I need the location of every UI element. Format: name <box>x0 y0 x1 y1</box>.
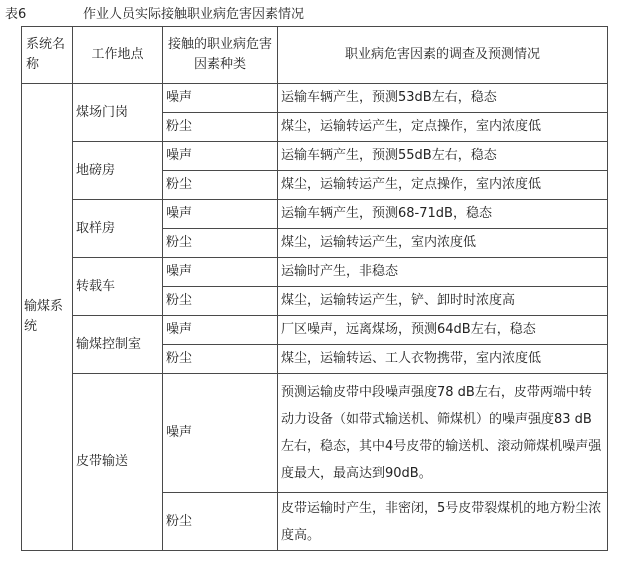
factor-cell: 噪声 <box>163 258 278 287</box>
table-row <box>22 316 608 345</box>
table-row <box>22 258 608 287</box>
description-cell: 运输时产生，非稳态 <box>278 258 608 287</box>
table-title: 作业人员实际接触职业病危害因素情况 <box>83 7 305 22</box>
factor-cell: 噪声 <box>163 142 278 171</box>
description-cell: 皮带运输时产生，非密闭，5号皮带裂煤机的地方粉尘浓度高。 <box>278 493 608 551</box>
location-cell: 输煤控制室 <box>73 316 163 374</box>
factor-cell: 噪声 <box>163 316 278 345</box>
system-name-cell: 输煤系统 <box>22 84 73 551</box>
factor-cell: 粉尘 <box>163 345 278 374</box>
factor-cell: 噪声 <box>163 84 278 113</box>
table-number: 表6 <box>5 7 27 22</box>
header-location: 工作地点 <box>73 27 163 84</box>
location-cell: 取样房 <box>73 200 163 258</box>
header-survey: 职业病危害因素的调查及预测情况 <box>278 27 608 84</box>
description-cell: 煤尘，运输转运、工人衣物携带，室内浓度低 <box>278 345 608 374</box>
location-cell: 地磅房 <box>73 142 163 200</box>
location-cell: 转载车 <box>73 258 163 316</box>
header-factor-type: 接触的职业病危害因素种类 <box>163 27 278 84</box>
factor-cell: 粉尘 <box>163 113 278 142</box>
description-cell: 厂区噪声，远离煤场，预测64dB左右，稳态 <box>278 316 608 345</box>
description-cell: 预测运输皮带中段噪声强度78 dB左右，皮带两端中转动力设备（如带式输送机、筛煤机）的噪声强度83 dB左右，稳态，其中4号皮带的输送机、滚动筛煤机噪声强度最大，最高达到90dB。 <box>278 374 608 493</box>
factor-cell: 噪声 <box>163 200 278 229</box>
factor-cell: 粉尘 <box>163 493 278 551</box>
description-cell: 运输车辆产生，预测53dB左右，稳态 <box>278 84 608 113</box>
factor-cell: 粉尘 <box>163 171 278 200</box>
location-cell: 煤场门岗 <box>73 84 163 142</box>
factor-cell: 粉尘 <box>163 229 278 258</box>
description-cell: 运输车辆产生，预测55dB左右，稳态 <box>278 142 608 171</box>
factor-cell: 噪声 <box>163 374 278 493</box>
hazard-table <box>21 26 608 551</box>
header-row <box>22 27 608 84</box>
description-cell: 煤尘，运输转运产生，定点操作，室内浓度低 <box>278 171 608 200</box>
table-row <box>22 200 608 229</box>
table-row <box>22 142 608 171</box>
table-row <box>22 84 608 113</box>
table-caption <box>5 6 605 24</box>
factor-cell: 粉尘 <box>163 287 278 316</box>
header-system: 系统名称 <box>22 27 73 84</box>
description-cell: 煤尘，运输转运产生，铲、卸时时浓度高 <box>278 287 608 316</box>
description-cell: 煤尘，运输转运产生，室内浓度低 <box>278 229 608 258</box>
description-cell: 煤尘，运输转运产生，定点操作，室内浓度低 <box>278 113 608 142</box>
table-row <box>22 374 608 493</box>
description-cell: 运输车辆产生，预测68-71dB，稳态 <box>278 200 608 229</box>
location-cell: 皮带输送 <box>73 374 163 551</box>
